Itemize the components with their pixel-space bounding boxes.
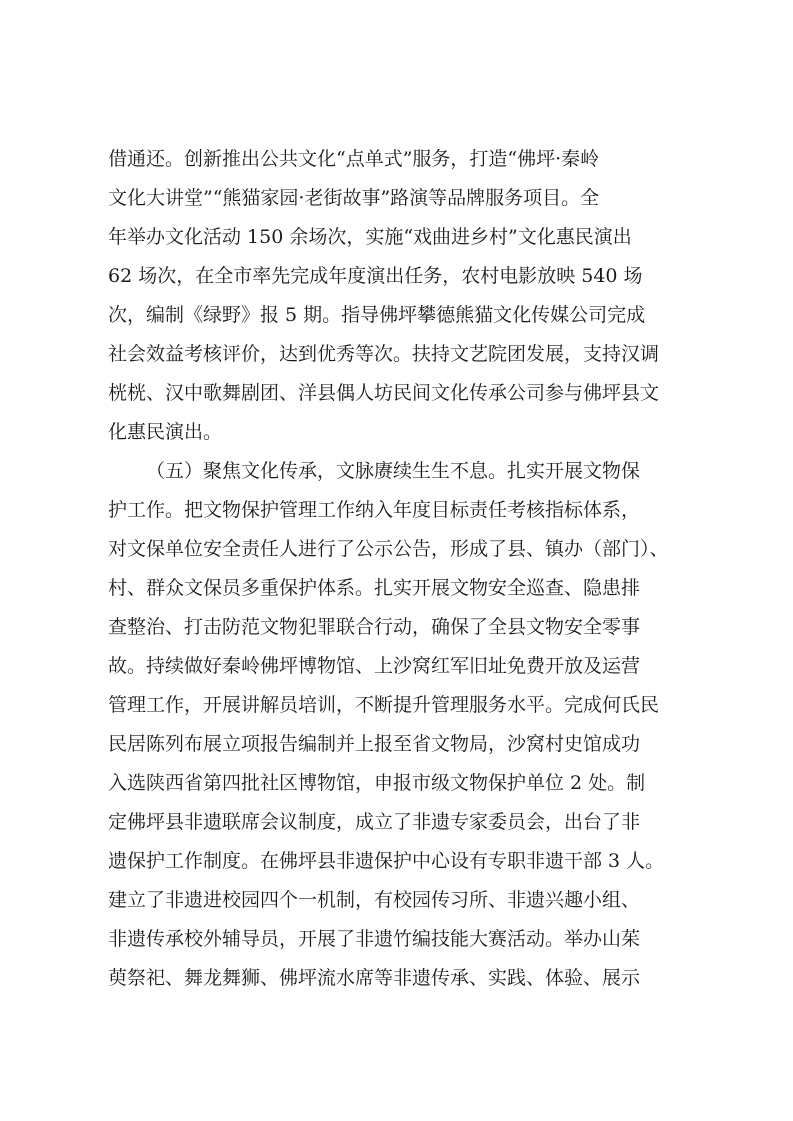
body-text-line: 护工作。把文物保护管理工作纳入年度目标责任考核指标体系， [108, 499, 641, 521]
body-text-line: 社会效益考核评价，达到优秀等次。扶持文艺院团发展，支持汉调 [108, 343, 660, 365]
body-text-line: 建立了非遗进校园四个一机制，有校园传习所、非遗兴趣小组、 [108, 889, 641, 911]
section-heading-line: （五）聚焦文化传承，文脉赓续生生不息。扎实开展文物保 [146, 460, 641, 482]
body-text-line: 定佛坪县非遗联席会议制度，成立了非遗专家委员会，出台了非 [108, 811, 641, 833]
body-text-line: 年举办文化活动 150 余场次，实施“戏曲进乡村”文化惠民演出 [108, 226, 632, 248]
body-text-line: 文化大讲堂”“熊猫家园·老街故事”路演等品牌服务项目。全 [108, 187, 600, 209]
body-text-line: 民居陈列布展立项报告编制并上报至省文物局，沙窝村史馆成功 [108, 733, 641, 755]
body-text-line: 村、群众文保员多重保护体系。扎实开展文物安全巡查、隐患排 [108, 577, 641, 599]
body-text-line: 次，编制《绿野》报 5 期。指导佛坪攀德熊猫文化传媒公司完成 [108, 304, 646, 326]
body-text-line: 桄桄、汉中歌舞剧团、洋县偶人坊民间文化传承公司参与佛坪县文 [108, 382, 660, 404]
body-text-line: 查整治、打击防范文物犯罪联合行动，确保了全县文物安全零事 [108, 616, 641, 638]
body-text-line: 62 场次，在全市率先完成年度演出任务，农村电影放映 540 场 [108, 265, 643, 287]
body-text-line: 借通还。创新推出公共文化“点单式”服务，打造“佛坪·秦岭 [108, 148, 600, 170]
body-text-line: 对文保单位安全责任人进行了公示公告，形成了县、镇办（部门）、 [108, 538, 669, 560]
body-text-line: 管理工作，开展讲解员培训，不断提升管理服务水平。完成何氏民 [108, 694, 660, 716]
body-text-line: 化惠民演出。 [108, 421, 223, 443]
body-text-line: 非遗传承校外辅导员，开展了非遗竹编技能大赛活动。举办山茱 [108, 928, 641, 950]
body-text-line: 萸祭祀、舞龙舞狮、佛坪流水席等非遗传承、实践、体验、展示 [108, 967, 641, 989]
body-text-line: 遗保护工作制度。在佛坪县非遗保护中心设有专职非遗干部 3 人。 [108, 850, 665, 872]
body-text-line: 入选陕西省第四批社区博物馆，申报市级文物保护单位 2 处。制 [108, 772, 646, 794]
body-text-line: 故。持续做好秦岭佛坪博物馆、上沙窝红军旧址免费开放及运营 [108, 655, 641, 677]
